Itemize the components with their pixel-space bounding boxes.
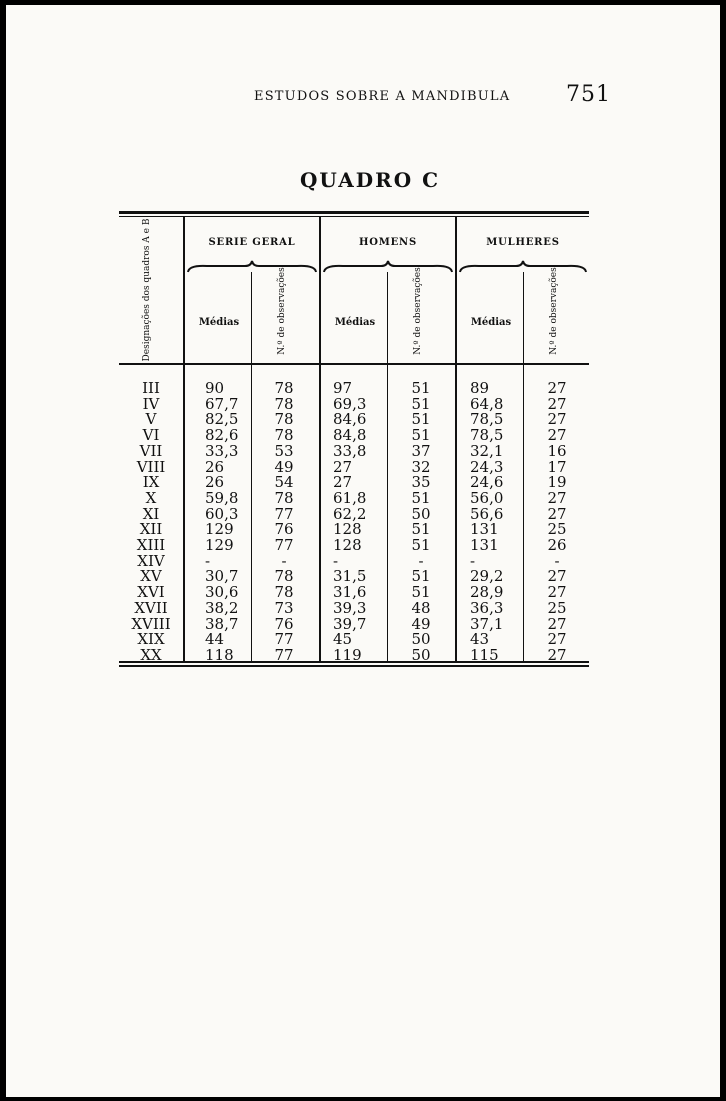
cell-serie-geral-media: 67,7 <box>205 394 239 413</box>
cell-homens-media: 39,7 <box>333 614 367 633</box>
cell-serie-geral-count: 77 <box>274 504 294 523</box>
group-homens: HOMENS <box>358 237 417 248</box>
cell-serie-geral-count: 77 <box>274 630 294 649</box>
cell-serie-geral-count: 73 <box>274 598 294 617</box>
header-bottom-rule <box>119 363 589 365</box>
cell-mulheres-count: 16 <box>547 441 567 460</box>
cell-mulheres-count: 27 <box>547 379 567 397</box>
cell-homens-count: 51 <box>411 567 431 586</box>
cell-mulheres-count: 27 <box>547 567 567 586</box>
cell-homens-media: 45 <box>333 630 353 649</box>
cell-serie-geral-media: 38,7 <box>205 614 239 633</box>
cell-serie-geral-count: 53 <box>274 441 294 460</box>
cell-serie-geral-count: 49 <box>274 457 294 476</box>
cell-mulheres-count: 25 <box>547 598 567 617</box>
cell-mulheres-count: 25 <box>547 520 567 539</box>
cell-homens-media: 39,3 <box>333 598 367 617</box>
cell-designation: XIII <box>136 536 166 554</box>
cell-designation: IX <box>142 473 160 492</box>
cell-serie-geral-media: 118 <box>205 645 234 664</box>
col-divider-2 <box>319 217 321 661</box>
cell-homens-count: 51 <box>411 488 431 507</box>
cell-serie-geral-media: 82,6 <box>205 426 239 445</box>
cell-homens-media: 27 <box>333 473 353 492</box>
cell-homens-media: 31,6 <box>333 583 367 602</box>
cell-mulheres-media: 115 <box>470 645 499 664</box>
group-mulheres: MULHERES <box>486 237 560 248</box>
cell-mulheres-media: 28,9 <box>470 583 504 602</box>
cell-designation: XX <box>140 645 162 664</box>
cell-serie-geral-media: 33,3 <box>205 441 239 460</box>
cell-mulheres-media: 29,2 <box>470 567 504 586</box>
page-number: 751 <box>566 82 611 107</box>
cell-designation: XV <box>140 567 162 586</box>
table-top-rule <box>119 211 589 214</box>
cell-mulheres-media: 24,3 <box>470 457 504 476</box>
brace-homens <box>323 260 453 274</box>
cell-serie-geral-count: 77 <box>274 645 294 664</box>
cell-serie-geral-media: 30,7 <box>205 567 239 586</box>
cell-serie-geral-count: 76 <box>274 520 294 539</box>
cell-mulheres-count: 27 <box>547 394 567 413</box>
cell-serie-geral-count: - <box>281 551 287 570</box>
cell-homens-count: 51 <box>411 410 431 429</box>
cell-designation: X <box>145 488 157 507</box>
cell-designation: VI <box>142 426 160 445</box>
col-divider-1 <box>183 217 185 661</box>
cell-mulheres-count: 27 <box>547 630 567 649</box>
cell-homens-count: 50 <box>411 645 431 664</box>
cell-homens-media: 84,8 <box>333 426 367 445</box>
cell-designation: XVI <box>137 583 165 602</box>
cell-serie-geral-media: 30,6 <box>205 583 239 602</box>
cell-homens-count: 51 <box>411 520 431 539</box>
cell-mulheres-count: 17 <box>547 457 567 476</box>
cell-homens-count: 51 <box>411 394 431 413</box>
cell-serie-geral-count: 78 <box>274 410 294 429</box>
cell-homens-media: 119 <box>333 645 362 664</box>
cell-homens-count: 37 <box>411 441 431 460</box>
cell-mulheres-media: 131 <box>470 520 499 539</box>
cell-homens-media: 61,8 <box>333 488 367 507</box>
cell-serie-geral-count: 78 <box>274 379 294 397</box>
cell-mulheres-media: 43 <box>470 630 490 649</box>
cell-homens-count: 35 <box>411 473 431 492</box>
cell-serie-geral-count: 77 <box>274 536 294 554</box>
sub-divider-1 <box>251 272 252 661</box>
cell-homens-media: 128 <box>333 536 362 554</box>
cell-homens-media: - <box>333 551 339 570</box>
sub-medias-serie-geral: Médias <box>198 317 240 328</box>
cell-mulheres-media: 131 <box>470 536 499 554</box>
cell-mulheres-media: 37,1 <box>470 614 504 633</box>
cell-mulheres-count: 27 <box>547 426 567 445</box>
cell-serie-geral-count: 78 <box>274 583 294 602</box>
cell-serie-geral-count: 78 <box>274 394 294 413</box>
row-header-label: Designações dos quadros A e B <box>142 218 152 362</box>
running-title: ESTUDOS SOBRE A MANDIBULA <box>254 89 511 104</box>
cell-homens-media: 62,2 <box>333 504 367 523</box>
cell-mulheres-media: 36,3 <box>470 598 504 617</box>
cell-serie-geral-media: 60,3 <box>205 504 239 523</box>
cell-mulheres-media: 78,5 <box>470 426 504 445</box>
cell-mulheres-media: 56,6 <box>470 504 504 523</box>
cell-homens-count: 48 <box>411 598 431 617</box>
table-bottom-rule-2 <box>119 665 589 667</box>
cell-mulheres-count: 27 <box>547 488 567 507</box>
cell-serie-geral-media: 44 <box>205 630 225 649</box>
cell-homens-media: 84,6 <box>333 410 367 429</box>
cell-mulheres-media: 56,0 <box>470 488 504 507</box>
cell-serie-geral-count: 54 <box>274 473 294 492</box>
cell-mulheres-count: 27 <box>547 504 567 523</box>
cell-homens-count: - <box>418 551 424 570</box>
cell-serie-geral-count: 78 <box>274 488 294 507</box>
cell-mulheres-count: 27 <box>547 410 567 429</box>
brace-mulheres <box>459 260 587 274</box>
cell-homens-media: 27 <box>333 457 353 476</box>
cell-serie-geral-media: - <box>205 551 211 570</box>
cell-mulheres-media: 24,6 <box>470 473 504 492</box>
cell-homens-count: 49 <box>411 614 431 633</box>
col-divider-3 <box>455 217 457 661</box>
cell-designation: XII <box>139 520 163 539</box>
cell-homens-media: 97 <box>333 379 353 397</box>
cell-designation: XVII <box>134 598 168 617</box>
cell-mulheres-media: 64,8 <box>470 394 504 413</box>
group-serie-geral: SERIE GERAL <box>208 237 296 248</box>
cell-homens-media: 69,3 <box>333 394 367 413</box>
cell-serie-geral-media: 129 <box>205 536 234 554</box>
sub-count-serie-geral: N.º de observações <box>277 267 287 355</box>
brace-serie-geral <box>187 260 317 274</box>
cell-homens-count: 50 <box>411 504 431 523</box>
cell-mulheres-count: 27 <box>547 614 567 633</box>
cell-designation: VII <box>139 441 163 460</box>
cell-homens-count: 32 <box>411 457 431 476</box>
cell-mulheres-count: 27 <box>547 645 567 664</box>
cell-serie-geral-media: 26 <box>205 457 225 476</box>
cell-mulheres-media: 89 <box>470 379 490 397</box>
cell-homens-media: 33,8 <box>333 441 367 460</box>
cell-homens-count: 50 <box>411 630 431 649</box>
cell-homens-count: 51 <box>411 426 431 445</box>
table-top-rule-2 <box>119 216 589 217</box>
sub-count-mulheres: N.º de observações <box>549 267 559 355</box>
cell-homens-count: 51 <box>411 536 431 554</box>
sub-medias-mulheres: Médias <box>470 317 512 328</box>
cell-mulheres-media: 32,1 <box>470 441 504 460</box>
sub-count-homens: N.º de observações <box>413 267 423 355</box>
cell-serie-geral-media: 38,2 <box>205 598 239 617</box>
cell-mulheres-count: 27 <box>547 583 567 602</box>
cell-designation: XVIII <box>131 614 171 633</box>
cell-mulheres-media: - <box>470 551 476 570</box>
cell-serie-geral-media: 26 <box>205 473 225 492</box>
cell-mulheres-count: 26 <box>547 536 567 554</box>
cell-serie-geral-count: 78 <box>274 426 294 445</box>
sub-divider-2 <box>387 272 388 661</box>
cell-homens-media: 128 <box>333 520 362 539</box>
cell-homens-count: 51 <box>411 583 431 602</box>
cell-serie-geral-media: 129 <box>205 520 234 539</box>
cell-homens-count: 51 <box>411 379 431 397</box>
cell-mulheres-media: 78,5 <box>470 410 504 429</box>
cell-serie-geral-media: 82,5 <box>205 410 239 429</box>
cell-mulheres-count: 19 <box>547 473 567 492</box>
cell-serie-geral-count: 76 <box>274 614 294 633</box>
sub-medias-homens: Médias <box>334 317 376 328</box>
cell-mulheres-count: - <box>554 551 560 570</box>
cell-serie-geral-count: 78 <box>274 567 294 586</box>
cell-designation: VIII <box>136 457 166 476</box>
cell-serie-geral-media: 59,8 <box>205 488 239 507</box>
cell-designation: XI <box>142 504 160 523</box>
cell-designation: III <box>142 379 160 397</box>
cell-homens-media: 31,5 <box>333 567 367 586</box>
cell-serie-geral-media: 90 <box>205 379 225 397</box>
cell-designation: V <box>145 410 157 429</box>
cell-designation: XIV <box>137 551 165 570</box>
sub-divider-3 <box>523 272 524 661</box>
cell-designation: XIX <box>137 630 165 649</box>
cell-designation: IV <box>142 394 160 413</box>
table-title: QUADRO C <box>300 168 441 192</box>
